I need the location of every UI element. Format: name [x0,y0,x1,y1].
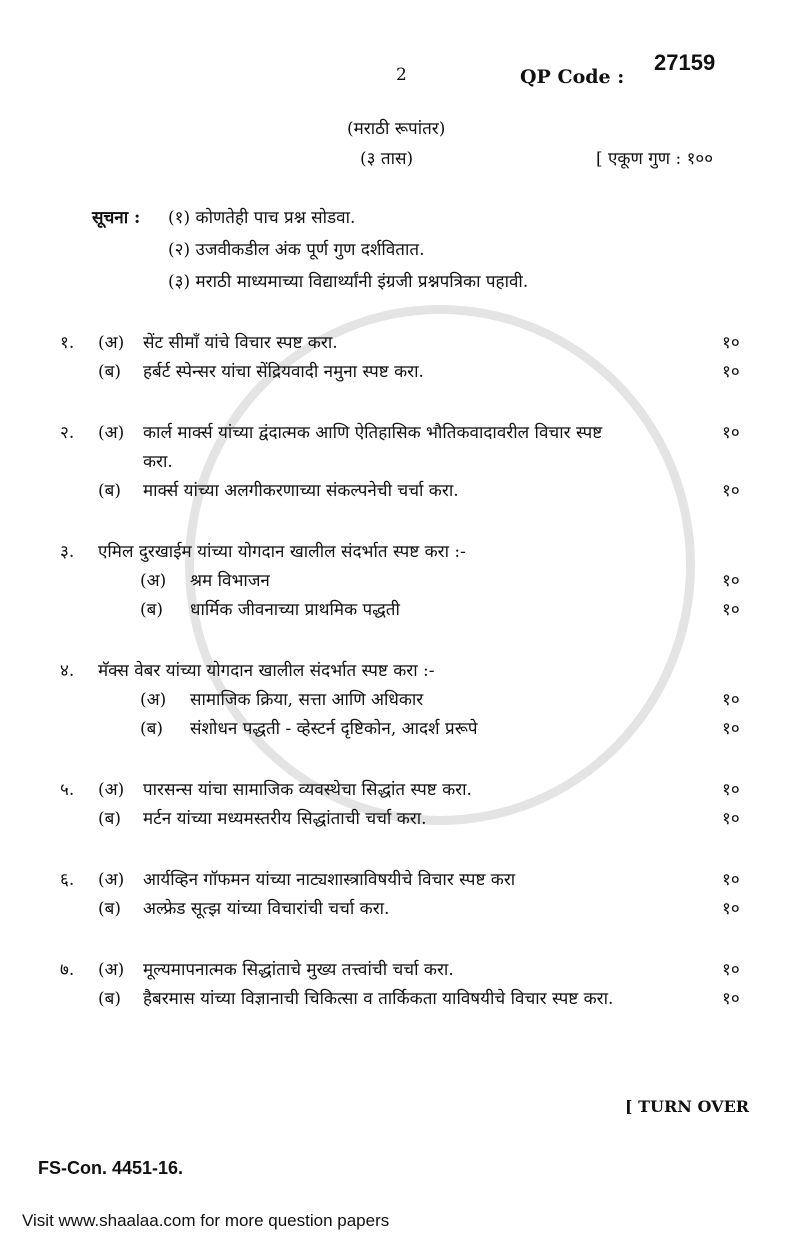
sub-question-text: पारसन्स यांचा सामाजिक व्यवस्थेचा सिद्धांत स्पष्ट करा. [143,780,472,800]
sub-question-label: (अ) [98,960,125,980]
sub-question-label: (ब) [98,481,121,501]
page-number: 2 [396,65,407,85]
marks: १० [722,600,740,620]
question [60,332,750,390]
marks: १० [722,481,740,501]
question-row [60,480,750,509]
question [60,869,750,927]
total-marks: [ एकूण गुण : १०० [596,149,714,169]
question-row [60,660,750,689]
question-row [60,779,750,808]
instructions [92,207,528,303]
marks: १० [722,960,740,980]
marks: १० [722,423,740,443]
question-row [60,570,750,599]
instructions-label: सूचना : [92,208,141,228]
question-row [60,808,750,837]
question-number: १. [60,333,75,353]
sub-question-label: (ब) [140,600,163,620]
question-row [60,422,750,451]
question [60,422,750,509]
sub-question-text: कार्ल मार्क्स यांच्या द्वंदात्मक आणि ऐतिहासिक भौतिकवादावरील विचार स्पष्ट [143,423,603,443]
turn-over: [ TURN OVER [625,1097,750,1116]
marks: १० [722,780,740,800]
instruction-item: (२) उजवीकडील अंक पूर्ण गुण दर्शवितात. [168,240,425,260]
sub-question-label: (अ) [98,780,125,800]
question-row [60,541,750,570]
question-stem: एमिल दुरखाईम यांच्या योगदान खालील संदर्भात स्पष्ट करा :- [98,542,466,562]
marks: १० [722,690,740,710]
sub-question-label: (अ) [98,423,125,443]
question-row [60,718,750,747]
sub-question-label: (अ) [98,870,125,890]
sub-question-label: (ब) [98,989,121,1009]
question-row [60,332,750,361]
question-number: २. [60,423,75,443]
sub-question-label: (ब) [98,362,121,382]
question-row [60,898,750,927]
marks: १० [722,333,740,353]
sub-question-label: (ब) [98,809,121,829]
marks: १० [722,899,740,919]
fs-con-code: FS-Con. 4451-16. [38,1158,184,1178]
instruction-list [168,207,528,303]
question-row [60,869,750,898]
marks: १० [722,719,740,739]
question-row [60,451,750,480]
sub-question-label: (अ) [140,571,167,591]
question-number: ५. [60,780,75,800]
qp-code-label: QP Code : [520,66,625,88]
question [60,779,750,837]
marks: १० [722,870,740,890]
sub-question-text: आर्यव्हिन गॉफमन यांच्या नाट्यशास्त्राविषयीचे विचार स्पष्ट करा [143,870,516,890]
question [60,541,750,628]
sub-question-text: मार्क्स यांच्या अलगीकरणाच्या संकल्पनेची चर्चा करा. [143,481,459,501]
sub-question-label: (अ) [140,690,167,710]
sub-question-label: (ब) [140,719,163,739]
sub-question-text: सेंट सीमाँ यांचे विचार स्पष्ट करा. [143,333,338,353]
question-stem: मॅक्स वेबर यांच्या योगदान खालील संदर्भात स्पष्ट करा :- [98,661,435,681]
sub-question-text: संशोधन पद्धती - व्हेस्टर्न दृष्टिकोन, आदर्श प्ररूपे [190,719,478,739]
sub-question-label: (ब) [98,899,121,919]
paper-title: (मराठी रूपांतर) [347,119,446,139]
instruction-item: (१) कोणतेही पाच प्रश्न सोडवा. [168,208,356,228]
marks: १० [722,362,740,382]
marks: १० [722,571,740,591]
question-row [60,689,750,718]
sub-question-text: हैबरमास यांच्या विज्ञानाची चिकित्सा व तार्किकता याविषयीचे विचार स्पष्ट करा. [143,989,614,1009]
question-row [60,599,750,628]
sub-question-text: धार्मिक जीवनाच्या प्राथमिक पद्धती [190,600,400,620]
question-number: ३. [60,542,75,562]
sub-question-text: श्रम विभाजन [190,571,270,591]
question-row [60,361,750,390]
sub-question-text: अल्फ्रेड सूत्झ यांच्या विचारांची चर्चा करा. [143,899,390,919]
question [60,660,750,747]
sub-question-label: (अ) [98,333,125,353]
questions [60,332,750,1049]
question-row [60,959,750,988]
sub-question-text: मूल्यमापनात्मक सिद्धांताचे मुख्य तत्त्वांची चर्चा करा. [143,960,454,980]
marks: १० [722,809,740,829]
duration: (३ तास) [360,149,414,169]
question-row [60,988,750,1017]
qp-code: 27159 [654,50,716,75]
instruction-item: (३) मराठी माध्यमाच्या विद्यार्थ्यांनी इंग्रजी प्रश्नपत्रिका पहावी. [168,272,529,292]
footer-link[interactable]: Visit www.shaalaa.com for more question papers [22,1211,390,1230]
question [60,959,750,1017]
sub-question-text: मर्टन यांच्या मध्यमस्तरीय सिद्धांताची चर्चा करा. [143,809,427,829]
sub-question-text: सामाजिक क्रिया, सत्ता आणि अधिकार [190,690,424,710]
sub-question-text: हर्बर्ट स्पेन्सर यांचा सेंद्रियवादी नमुना स्पष्ट करा. [143,362,424,382]
question-number: ४. [60,661,75,681]
question-number: ६. [60,870,75,890]
marks: १० [722,989,740,1009]
question-number: ७. [60,960,75,980]
sub-question-text: करा. [143,452,173,472]
